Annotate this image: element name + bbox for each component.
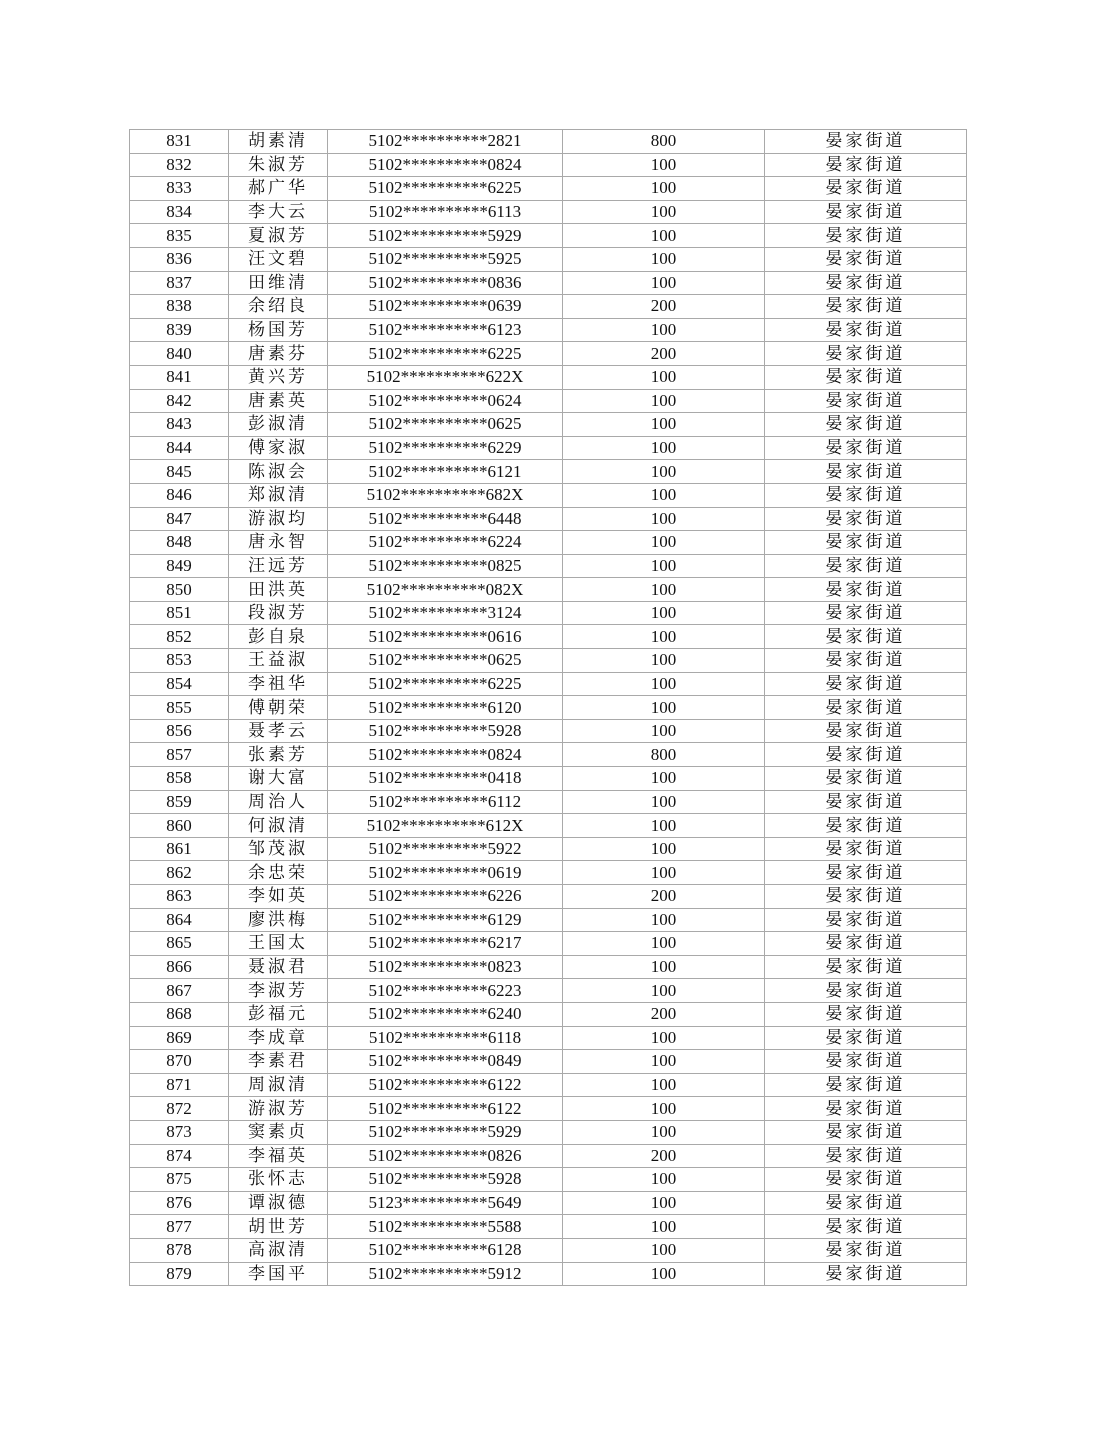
street-cell: 晏家街道: [765, 247, 967, 271]
id-number-cell: 5102**********6118: [328, 1026, 563, 1050]
table-row: [130, 177, 967, 201]
name-cell: 汪远芳: [229, 554, 328, 578]
name-cell: 李如英: [229, 885, 328, 909]
table-row: [130, 342, 967, 366]
table-row: [130, 554, 967, 578]
amount-cell: 200: [563, 885, 765, 909]
table-row: [130, 507, 967, 531]
street-cell: 晏家街道: [765, 1191, 967, 1215]
table-row: [130, 1097, 967, 1121]
row-number-cell: 835: [130, 224, 229, 248]
row-number-cell: 860: [130, 814, 229, 838]
amount-cell: 100: [563, 861, 765, 885]
table-row: [130, 837, 967, 861]
amount-cell: 100: [563, 507, 765, 531]
id-number-cell: 5102**********0824: [328, 153, 563, 177]
name-cell: 汪文碧: [229, 247, 328, 271]
name-cell: 王国太: [229, 932, 328, 956]
id-number-cell: 5102**********6225: [328, 177, 563, 201]
name-cell: 黄兴芳: [229, 365, 328, 389]
id-number-cell: 5102**********6224: [328, 531, 563, 555]
street-cell: 晏家街道: [765, 696, 967, 720]
amount-cell: 100: [563, 1120, 765, 1144]
row-number-cell: 844: [130, 436, 229, 460]
table-row: [130, 271, 967, 295]
street-cell: 晏家街道: [765, 814, 967, 838]
table-row: [130, 224, 967, 248]
amount-cell: 100: [563, 1215, 765, 1239]
amount-cell: 200: [563, 342, 765, 366]
id-number-cell: 5102**********5912: [328, 1262, 563, 1286]
row-number-cell: 837: [130, 271, 229, 295]
name-cell: 周淑清: [229, 1073, 328, 1097]
street-cell: 晏家街道: [765, 224, 967, 248]
id-number-cell: 5102**********6122: [328, 1073, 563, 1097]
name-cell: 李国平: [229, 1262, 328, 1286]
name-cell: 李成章: [229, 1026, 328, 1050]
street-cell: 晏家街道: [765, 295, 967, 319]
row-number-cell: 871: [130, 1073, 229, 1097]
amount-cell: 100: [563, 389, 765, 413]
row-number-cell: 867: [130, 979, 229, 1003]
name-cell: 余绍良: [229, 295, 328, 319]
id-number-cell: 5102**********6229: [328, 436, 563, 460]
street-cell: 晏家街道: [765, 130, 967, 154]
table-row: [130, 1050, 967, 1074]
row-number-cell: 840: [130, 342, 229, 366]
amount-cell: 100: [563, 696, 765, 720]
id-number-cell: 5102**********5922: [328, 837, 563, 861]
street-cell: 晏家街道: [765, 483, 967, 507]
row-number-cell: 870: [130, 1050, 229, 1074]
name-cell: 夏淑芳: [229, 224, 328, 248]
street-cell: 晏家街道: [765, 460, 967, 484]
street-cell: 晏家街道: [765, 365, 967, 389]
amount-cell: 100: [563, 814, 765, 838]
row-number-cell: 864: [130, 908, 229, 932]
name-cell: 田洪英: [229, 578, 328, 602]
table-row: [130, 460, 967, 484]
name-cell: 傅朝荣: [229, 696, 328, 720]
name-cell: 傅家淑: [229, 436, 328, 460]
amount-cell: 100: [563, 837, 765, 861]
name-cell: 李大云: [229, 200, 328, 224]
table-row: [130, 885, 967, 909]
table-row: [130, 790, 967, 814]
id-number-cell: 5102**********0625: [328, 649, 563, 673]
amount-cell: 200: [563, 295, 765, 319]
name-cell: 彭自泉: [229, 625, 328, 649]
amount-cell: 800: [563, 743, 765, 767]
row-number-cell: 877: [130, 1215, 229, 1239]
amount-cell: 100: [563, 932, 765, 956]
id-number-cell: 5102**********6123: [328, 318, 563, 342]
table-row: [130, 578, 967, 602]
id-number-cell: 5102**********6112: [328, 790, 563, 814]
amount-cell: 200: [563, 1002, 765, 1026]
amount-cell: 100: [563, 719, 765, 743]
id-number-cell: 5102**********6120: [328, 696, 563, 720]
street-cell: 晏家街道: [765, 342, 967, 366]
id-number-cell: 5102**********0836: [328, 271, 563, 295]
table-row: [130, 531, 967, 555]
amount-cell: 100: [563, 318, 765, 342]
table-row: [130, 1191, 967, 1215]
amount-cell: 100: [563, 460, 765, 484]
row-number-cell: 859: [130, 790, 229, 814]
street-cell: 晏家街道: [765, 672, 967, 696]
row-number-cell: 838: [130, 295, 229, 319]
amount-cell: 100: [563, 601, 765, 625]
id-number-cell: 5102**********0418: [328, 767, 563, 791]
amount-cell: 100: [563, 790, 765, 814]
row-number-cell: 847: [130, 507, 229, 531]
street-cell: 晏家街道: [765, 861, 967, 885]
row-number-cell: 842: [130, 389, 229, 413]
street-cell: 晏家街道: [765, 1215, 967, 1239]
id-number-cell: 5102**********0849: [328, 1050, 563, 1074]
id-number-cell: 5102**********612X: [328, 814, 563, 838]
amount-cell: 100: [563, 672, 765, 696]
id-number-cell: 5102**********0639: [328, 295, 563, 319]
id-number-cell: 5102**********5928: [328, 719, 563, 743]
amount-cell: 100: [563, 908, 765, 932]
row-number-cell: 868: [130, 1002, 229, 1026]
amount-cell: 100: [563, 1168, 765, 1192]
id-number-cell: 5102**********6225: [328, 342, 563, 366]
id-number-cell: 5102**********5929: [328, 224, 563, 248]
name-cell: 张怀志: [229, 1168, 328, 1192]
table-row: [130, 1238, 967, 1262]
name-cell: 游淑均: [229, 507, 328, 531]
name-cell: 唐素英: [229, 389, 328, 413]
table-row: [130, 932, 967, 956]
name-cell: 聂孝云: [229, 719, 328, 743]
street-cell: 晏家街道: [765, 1168, 967, 1192]
table-row: [130, 200, 967, 224]
street-cell: 晏家街道: [765, 1120, 967, 1144]
id-number-cell: 5102**********6128: [328, 1238, 563, 1262]
table-row: [130, 861, 967, 885]
street-cell: 晏家街道: [765, 1002, 967, 1026]
row-number-cell: 874: [130, 1144, 229, 1168]
id-number-cell: 5102**********0824: [328, 743, 563, 767]
id-number-cell: 5102**********0624: [328, 389, 563, 413]
row-number-cell: 850: [130, 578, 229, 602]
street-cell: 晏家街道: [765, 885, 967, 909]
row-number-cell: 851: [130, 601, 229, 625]
id-number-cell: 5123**********5649: [328, 1191, 563, 1215]
street-cell: 晏家街道: [765, 601, 967, 625]
id-number-cell: 5102**********082X: [328, 578, 563, 602]
amount-cell: 100: [563, 224, 765, 248]
street-cell: 晏家街道: [765, 554, 967, 578]
row-number-cell: 848: [130, 531, 229, 555]
street-cell: 晏家街道: [765, 1097, 967, 1121]
name-cell: 彭淑清: [229, 413, 328, 437]
row-number-cell: 863: [130, 885, 229, 909]
table-row: [130, 979, 967, 1003]
name-cell: 邹茂淑: [229, 837, 328, 861]
name-cell: 周治人: [229, 790, 328, 814]
table-row: [130, 483, 967, 507]
row-number-cell: 831: [130, 130, 229, 154]
table-row: [130, 1073, 967, 1097]
amount-cell: 100: [563, 554, 765, 578]
table-row: [130, 295, 967, 319]
table-row: [130, 365, 967, 389]
id-number-cell: 5102**********2821: [328, 130, 563, 154]
row-number-cell: 854: [130, 672, 229, 696]
table-row: [130, 908, 967, 932]
amount-cell: 100: [563, 413, 765, 437]
table-body: [130, 130, 967, 1286]
row-number-cell: 855: [130, 696, 229, 720]
amount-cell: 100: [563, 365, 765, 389]
row-number-cell: 836: [130, 247, 229, 271]
amount-cell: 100: [563, 955, 765, 979]
street-cell: 晏家街道: [765, 578, 967, 602]
amount-cell: 100: [563, 483, 765, 507]
street-cell: 晏家街道: [765, 790, 967, 814]
name-cell: 廖洪梅: [229, 908, 328, 932]
amount-cell: 100: [563, 767, 765, 791]
row-number-cell: 843: [130, 413, 229, 437]
street-cell: 晏家街道: [765, 318, 967, 342]
id-number-cell: 5102**********0826: [328, 1144, 563, 1168]
id-number-cell: 5102**********0823: [328, 955, 563, 979]
row-number-cell: 857: [130, 743, 229, 767]
row-number-cell: 856: [130, 719, 229, 743]
name-cell: 高淑清: [229, 1238, 328, 1262]
amount-cell: 100: [563, 1238, 765, 1262]
table-row: [130, 1262, 967, 1286]
name-cell: 唐永智: [229, 531, 328, 555]
id-number-cell: 5102**********0619: [328, 861, 563, 885]
id-number-cell: 5102**********6448: [328, 507, 563, 531]
id-number-cell: 5102**********6223: [328, 979, 563, 1003]
name-cell: 余忠荣: [229, 861, 328, 885]
name-cell: 张素芳: [229, 743, 328, 767]
street-cell: 晏家街道: [765, 389, 967, 413]
street-cell: 晏家街道: [765, 177, 967, 201]
name-cell: 郑淑清: [229, 483, 328, 507]
table-row: [130, 1144, 967, 1168]
amount-cell: 200: [563, 1144, 765, 1168]
table-row: [130, 672, 967, 696]
row-number-cell: 853: [130, 649, 229, 673]
street-cell: 晏家街道: [765, 979, 967, 1003]
street-cell: 晏家街道: [765, 767, 967, 791]
table-row: [130, 1026, 967, 1050]
table-row: [130, 1215, 967, 1239]
row-number-cell: 872: [130, 1097, 229, 1121]
street-cell: 晏家街道: [765, 932, 967, 956]
id-number-cell: 5102**********6240: [328, 1002, 563, 1026]
name-cell: 郝广华: [229, 177, 328, 201]
amount-cell: 100: [563, 1073, 765, 1097]
id-number-cell: 5102**********6225: [328, 672, 563, 696]
table-row: [130, 743, 967, 767]
amount-cell: 800: [563, 130, 765, 154]
street-cell: 晏家街道: [765, 1073, 967, 1097]
name-cell: 王益淑: [229, 649, 328, 673]
row-number-cell: 849: [130, 554, 229, 578]
amount-cell: 100: [563, 1050, 765, 1074]
table-row: [130, 413, 967, 437]
name-cell: 谭淑德: [229, 1191, 328, 1215]
id-number-cell: 5102**********5928: [328, 1168, 563, 1192]
table-row: [130, 1002, 967, 1026]
amount-cell: 100: [563, 200, 765, 224]
street-cell: 晏家街道: [765, 625, 967, 649]
street-cell: 晏家街道: [765, 955, 967, 979]
name-cell: 窦素贞: [229, 1120, 328, 1144]
id-number-cell: 5102**********5925: [328, 247, 563, 271]
row-number-cell: 833: [130, 177, 229, 201]
row-number-cell: 879: [130, 1262, 229, 1286]
row-number-cell: 839: [130, 318, 229, 342]
name-cell: 唐素芬: [229, 342, 328, 366]
street-cell: 晏家街道: [765, 1144, 967, 1168]
name-cell: 游淑芳: [229, 1097, 328, 1121]
street-cell: 晏家街道: [765, 271, 967, 295]
street-cell: 晏家街道: [765, 200, 967, 224]
amount-cell: 100: [563, 247, 765, 271]
row-number-cell: 873: [130, 1120, 229, 1144]
table-row: [130, 625, 967, 649]
row-number-cell: 865: [130, 932, 229, 956]
id-number-cell: 5102**********6121: [328, 460, 563, 484]
id-number-cell: 5102**********6122: [328, 1097, 563, 1121]
subsidy-roster-table: [129, 129, 967, 1286]
amount-cell: 100: [563, 271, 765, 295]
row-number-cell: 841: [130, 365, 229, 389]
street-cell: 晏家街道: [765, 908, 967, 932]
table-row: [130, 389, 967, 413]
row-number-cell: 834: [130, 200, 229, 224]
row-number-cell: 869: [130, 1026, 229, 1050]
row-number-cell: 876: [130, 1191, 229, 1215]
table-row: [130, 130, 967, 154]
table-row: [130, 1168, 967, 1192]
name-cell: 杨国芳: [229, 318, 328, 342]
street-cell: 晏家街道: [765, 1026, 967, 1050]
table-row: [130, 696, 967, 720]
table-row: [130, 247, 967, 271]
name-cell: 谢大富: [229, 767, 328, 791]
row-number-cell: 846: [130, 483, 229, 507]
street-cell: 晏家街道: [765, 1238, 967, 1262]
amount-cell: 100: [563, 531, 765, 555]
id-number-cell: 5102**********6226: [328, 885, 563, 909]
row-number-cell: 862: [130, 861, 229, 885]
id-number-cell: 5102**********5588: [328, 1215, 563, 1239]
street-cell: 晏家街道: [765, 413, 967, 437]
name-cell: 朱淑芳: [229, 153, 328, 177]
id-number-cell: 5102**********6129: [328, 908, 563, 932]
street-cell: 晏家街道: [765, 1050, 967, 1074]
amount-cell: 100: [563, 153, 765, 177]
row-number-cell: 866: [130, 955, 229, 979]
amount-cell: 100: [563, 625, 765, 649]
street-cell: 晏家街道: [765, 837, 967, 861]
amount-cell: 100: [563, 1191, 765, 1215]
street-cell: 晏家街道: [765, 719, 967, 743]
table-row: [130, 719, 967, 743]
amount-cell: 100: [563, 1026, 765, 1050]
amount-cell: 100: [563, 578, 765, 602]
street-cell: 晏家街道: [765, 153, 967, 177]
name-cell: 李淑芳: [229, 979, 328, 1003]
id-number-cell: 5102**********622X: [328, 365, 563, 389]
name-cell: 彭福元: [229, 1002, 328, 1026]
name-cell: 陈淑会: [229, 460, 328, 484]
name-cell: 胡世芳: [229, 1215, 328, 1239]
id-number-cell: 5102**********682X: [328, 483, 563, 507]
table-row: [130, 1120, 967, 1144]
name-cell: 胡素清: [229, 130, 328, 154]
street-cell: 晏家街道: [765, 649, 967, 673]
row-number-cell: 878: [130, 1238, 229, 1262]
amount-cell: 100: [563, 436, 765, 460]
amount-cell: 100: [563, 649, 765, 673]
id-number-cell: 5102**********0825: [328, 554, 563, 578]
row-number-cell: 832: [130, 153, 229, 177]
table-row: [130, 436, 967, 460]
name-cell: 段淑芳: [229, 601, 328, 625]
table-row: [130, 153, 967, 177]
street-cell: 晏家街道: [765, 507, 967, 531]
id-number-cell: 5102**********0616: [328, 625, 563, 649]
name-cell: 李福英: [229, 1144, 328, 1168]
street-cell: 晏家街道: [765, 531, 967, 555]
row-number-cell: 858: [130, 767, 229, 791]
table-row: [130, 955, 967, 979]
id-number-cell: 5102**********0625: [328, 413, 563, 437]
table-row: [130, 767, 967, 791]
amount-cell: 100: [563, 1262, 765, 1286]
table-row: [130, 601, 967, 625]
id-number-cell: 5102**********6217: [328, 932, 563, 956]
street-cell: 晏家街道: [765, 1262, 967, 1286]
name-cell: 李祖华: [229, 672, 328, 696]
street-cell: 晏家街道: [765, 436, 967, 460]
name-cell: 聂淑君: [229, 955, 328, 979]
id-number-cell: 5102**********5929: [328, 1120, 563, 1144]
name-cell: 田维清: [229, 271, 328, 295]
id-number-cell: 5102**********3124: [328, 601, 563, 625]
name-cell: 李素君: [229, 1050, 328, 1074]
table-row: [130, 318, 967, 342]
row-number-cell: 875: [130, 1168, 229, 1192]
table-row: [130, 814, 967, 838]
name-cell: 何淑清: [229, 814, 328, 838]
amount-cell: 100: [563, 177, 765, 201]
row-number-cell: 852: [130, 625, 229, 649]
amount-cell: 100: [563, 1097, 765, 1121]
table-row: [130, 649, 967, 673]
street-cell: 晏家街道: [765, 743, 967, 767]
row-number-cell: 861: [130, 837, 229, 861]
row-number-cell: 845: [130, 460, 229, 484]
id-number-cell: 5102**********6113: [328, 200, 563, 224]
amount-cell: 100: [563, 979, 765, 1003]
